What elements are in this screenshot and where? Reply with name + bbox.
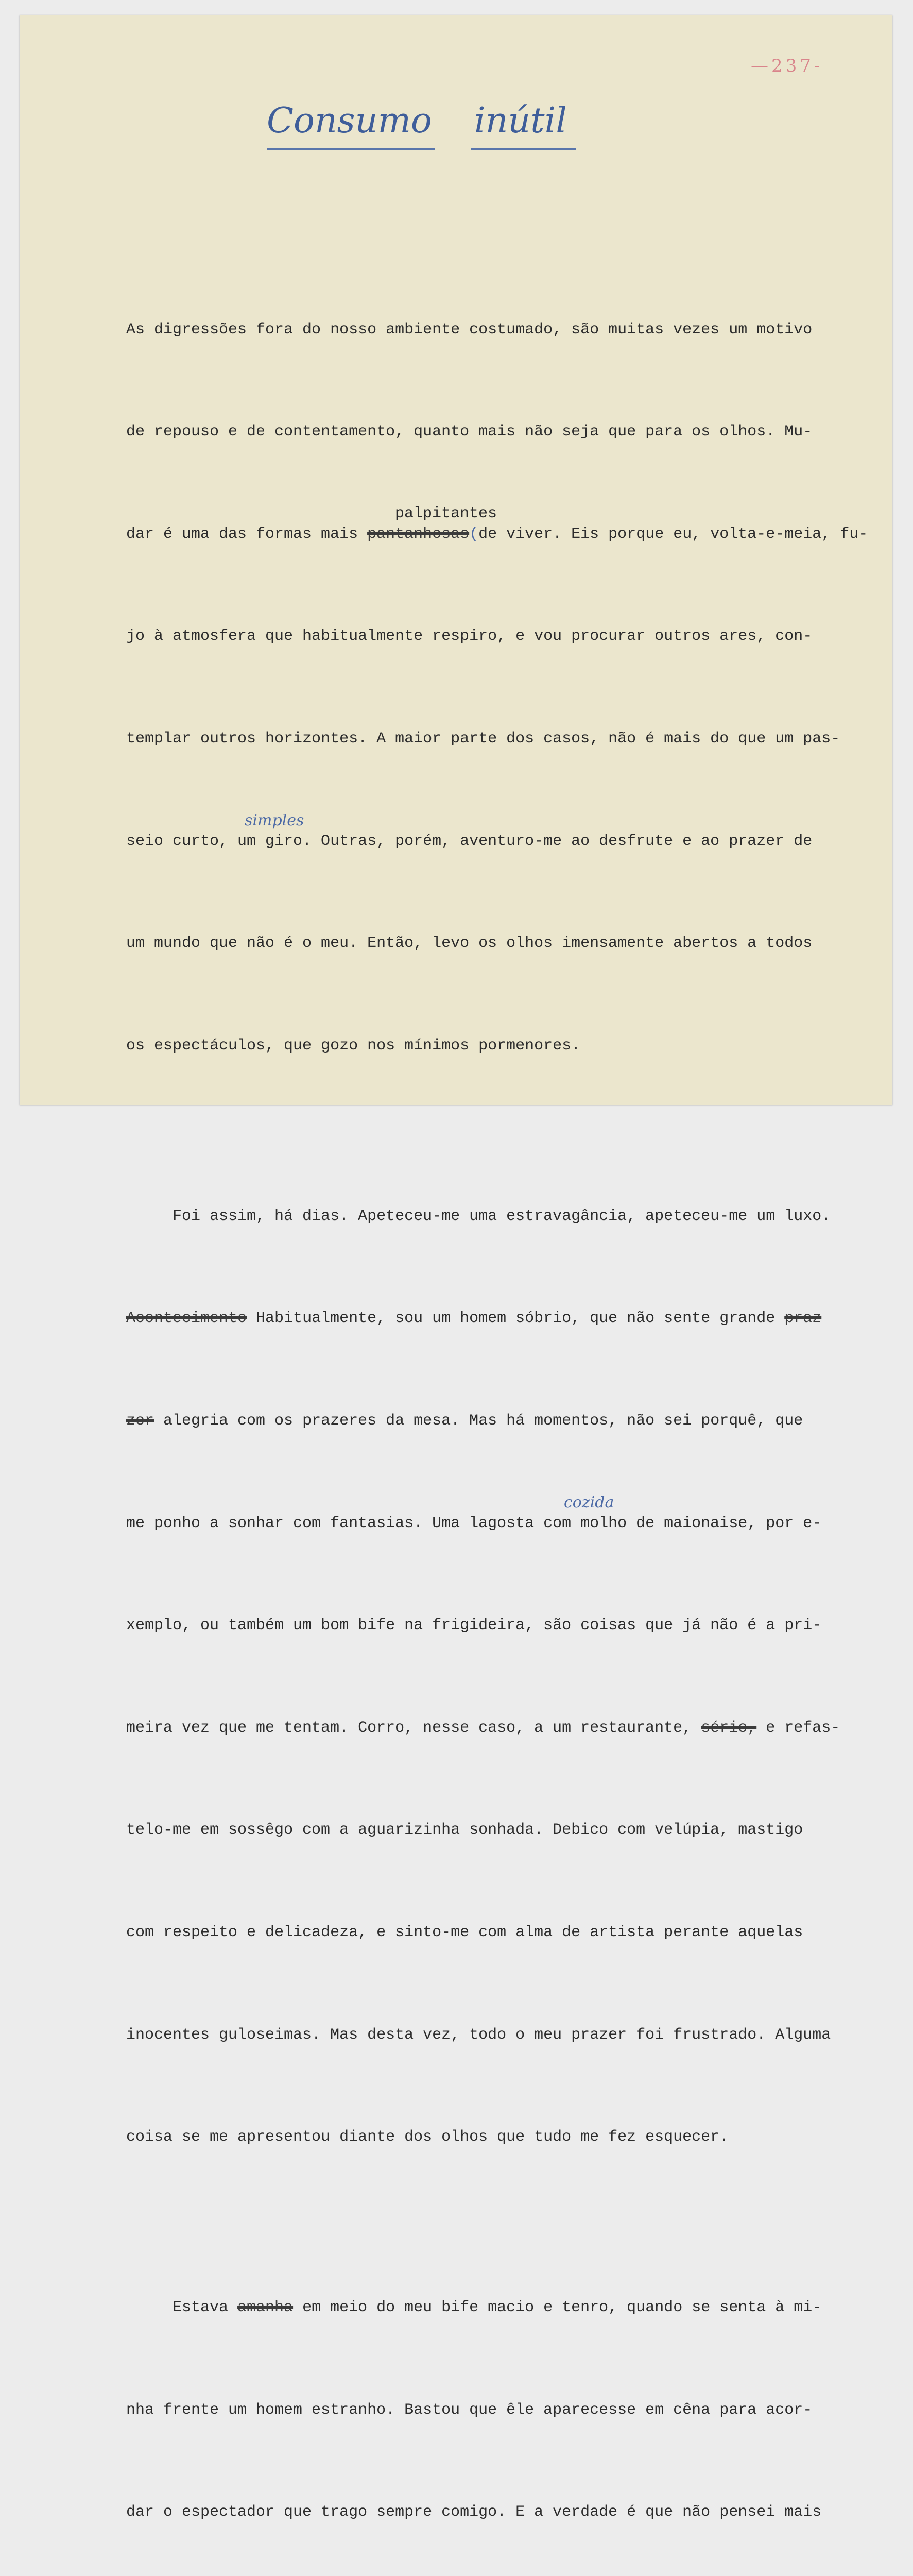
struck-word: praz	[784, 1310, 822, 1328]
text-line: com respeito e delicadeza, e sinto-me com alma de artista perante aquelas	[126, 1923, 803, 1941]
text-segment: Habitualmente, sou um homem sóbrio, que não sente grande	[247, 1310, 785, 1328]
struck-word: zer	[126, 1412, 154, 1430]
struck-word: Acontecimento	[126, 1310, 247, 1328]
text-segment: me ponho a sonhar com fantasias. Uma lagosta com molho de maionaise, por e-	[126, 1514, 822, 1532]
title-word-1: Consumo	[267, 100, 435, 150]
text-line: de repouso e de contentamento, quanto mais não seja que para os olhos. Mu-	[126, 423, 813, 441]
text-line	[126, 1404, 909, 1438]
text-line: templar outros horizontes. A maior parte dos casos, não é mais do que um pas-	[126, 730, 840, 748]
document-page	[20, 15, 892, 2521]
text-line: dar é uma das formas mais pantanhosas(de viver. Eis porque eu, volta-e-meia, fu- palpitantes	[126, 504, 868, 543]
text-segment: e refas-	[756, 1719, 840, 1737]
typed-insertion: palpitantes	[395, 504, 497, 522]
handwritten-insertion: simples	[245, 811, 304, 829]
text-segment: Estava	[126, 2299, 238, 2317]
text-line: As digressões fora do nosso ambiente costumado, são muitas vezes um motivo	[126, 320, 813, 338]
text-line: nha frente um homem estranho. Bastou que êle aparecesse em cêna para acor-	[126, 2401, 813, 2419]
text-line: coisa se me apresentou diante dos olhos que tudo me fez esquecer.	[126, 2128, 729, 2146]
text-line: os espectáculos, que gozo nos mínimos pormenores.	[126, 1037, 581, 1055]
handwritten-title	[267, 100, 658, 150]
text-line	[126, 1711, 909, 1745]
text-line: um mundo que não é o meu. Então, levo os olhos imensamente abertos a todos	[126, 935, 813, 953]
text-segment: seio curto, um giro. Outras, porém, aventuro-me ao desfrute e ao prazer de	[126, 832, 813, 850]
struck-word: pantanhosas	[367, 525, 470, 543]
text-line: dar o espectador que trago sempre comigo. E a verdade é que não pensei mais	[126, 2503, 822, 2521]
typed-body	[126, 210, 909, 2576]
text-line: xemplo, ou também um bom bife na frigideira, são coisas que já não é a pri-	[126, 1617, 822, 1635]
text-line	[126, 2291, 909, 2325]
text-segment: de viver. Eis porque eu, volta-e-meia, fu-	[478, 525, 868, 543]
text-line: inocentes guloseimas. Mas desta vez, todo o meu prazer foi frustrado. Alguma	[126, 2026, 831, 2044]
text-line	[126, 1493, 909, 1540]
text-line	[126, 811, 909, 858]
text-line: Foi assim, há dias. Apeteceu-me uma estravagância, apeteceu-me um luxo.	[126, 1207, 831, 1225]
text-line: telo-me em sossêgo com a aguarizinha sonhada. Debico com velúpia, mastigo	[126, 1821, 803, 1839]
text-line: jo à atmosfera que habitualmente respiro, e vou procurar outros ares, con-	[126, 628, 813, 646]
title-word-2: inútil	[471, 100, 576, 150]
page-number: —237-	[751, 56, 823, 76]
text-line	[126, 1301, 909, 1335]
text-segment: dar é uma das formas mais	[126, 525, 368, 543]
text-segment: em meio do meu bife macio e tenro, quando se senta à mi-	[293, 2299, 822, 2317]
struck-word: amanha	[237, 2299, 294, 2317]
text-segment: alegria com os prazeres da mesa. Mas há momentos, não sei porquê, que	[154, 1412, 803, 1430]
handwritten-insertion: cozida	[564, 1493, 614, 1512]
text-segment: meira vez que me tentam. Corro, nesse caso, a um restaurante,	[126, 1719, 701, 1737]
struck-word: sério,	[701, 1719, 757, 1737]
